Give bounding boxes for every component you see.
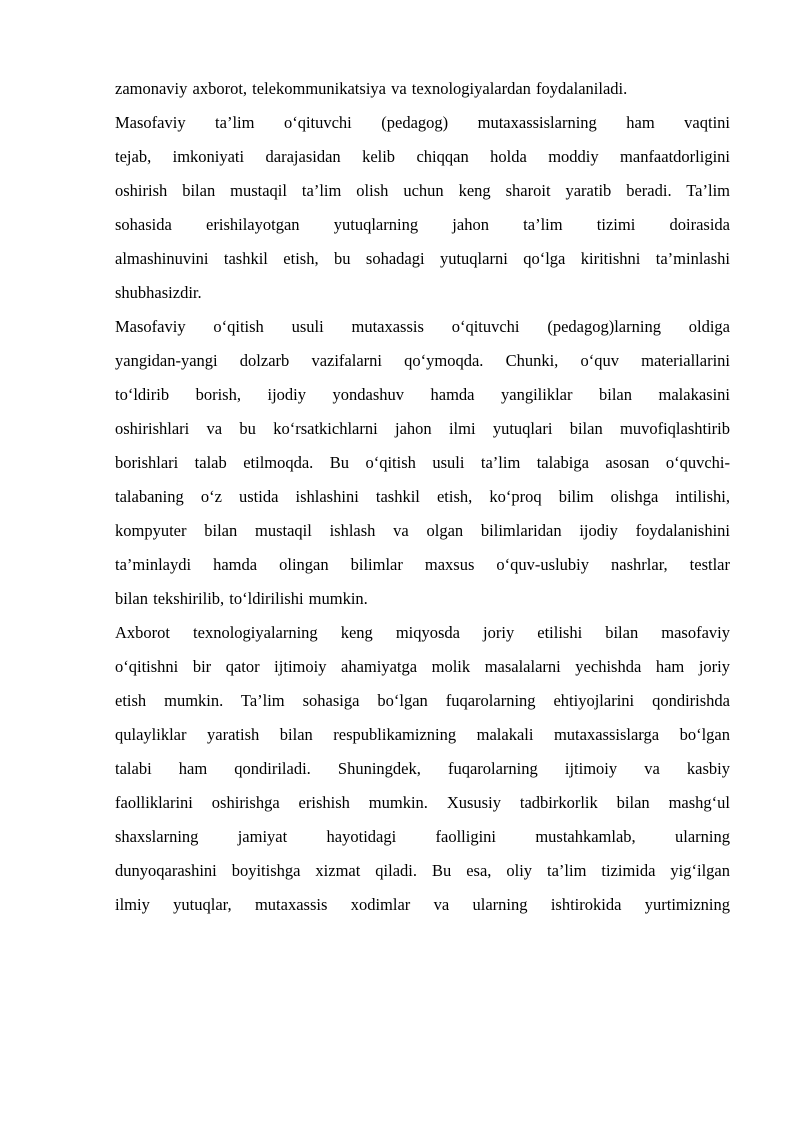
text-line: kompyuter bilan mustaqil ishlash va olgan bilimlaridan ijodiy foydalanishini bbox=[115, 521, 730, 540]
text-line: etish mumkin. Ta’lim sohasiga bo‘lgan fuqarolarning ehtiyojlarini qondirishda bbox=[115, 691, 730, 710]
text-line: borishlari talab etilmoqda. Bu o‘qitish usuli ta’lim talabiga asosan o‘quvchi- bbox=[115, 453, 730, 472]
text-line: zamonaviy axborot, telekommunikatsiya va texnologiyalardan foydalaniladi. bbox=[115, 79, 628, 98]
text-line: dunyoqarashini boyitishga xizmat qiladi. Bu esa, oliy ta’lim tizimida yig‘ilgan bbox=[115, 861, 730, 880]
text-line: shaxslarning jamiyat hayotidagi faolligini mustahkamlab, ularning bbox=[115, 827, 730, 846]
text-line: ilmiy yutuqlar, mutaxassis xodimlar va ularning ishtirokida yurtimizning bbox=[115, 895, 730, 914]
text-line: talabaning o‘z ustida ishlashini tashkil etish, ko‘proq bilim olishga intilishi, bbox=[115, 487, 730, 506]
text-line: bilan tekshirilib, to‘ldirilishi mumkin. bbox=[115, 589, 368, 608]
text-line: o‘qitishni bir qator ijtimoiy ahamiyatga molik masalalarni yechishda ham joriy bbox=[115, 657, 730, 676]
text-line: talabi ham qondiriladi. Shuningdek, fuqarolarning ijtimoiy va kasbiy bbox=[115, 759, 730, 778]
text-line: shubhasizdir. bbox=[115, 283, 202, 302]
text-line: yangidan-yangi dolzarb vazifalarni qo‘ymoqda. Chunki, o‘quv materiallarini bbox=[115, 351, 730, 370]
text-line: Masofaviy o‘qitish usuli mutaxassis o‘qituvchi (pedagog)larning oldiga bbox=[115, 317, 730, 336]
text-line: oshirish bilan mustaqil ta’lim olish uchun keng sharoit yaratib beradi. Ta’lim bbox=[115, 181, 730, 200]
text-line: oshirishlari va bu ko‘rsatkichlarni jahon ilmi yutuqlari bilan muvofiqlashtirib bbox=[115, 419, 730, 438]
text-line: Masofaviy ta’lim o‘qituvchi (pedagog) mutaxassislarning ham vaqtini bbox=[115, 113, 730, 132]
text-line: almashinuvini tashkil etish, bu sohadagi yutuqlarni qo‘lga kiritishni ta’minlashi bbox=[115, 249, 730, 268]
body-text bbox=[115, 72, 730, 922]
text-line: qulayliklar yaratish bilan respublikamizning malakali mutaxassislarga bo‘lgan bbox=[115, 725, 730, 744]
text-line: sohasida erishilayotgan yutuqlarning jahon ta’lim tizimi doirasida bbox=[115, 215, 730, 234]
text-line: to‘ldirib borish, ijodiy yondashuv hamda yangiliklar bilan malakasini bbox=[115, 385, 730, 404]
text-line: ta’minlaydi hamda olingan bilimlar maxsus o‘quv-uslubiy nashrlar, testlar bbox=[115, 555, 730, 574]
text-line: faolliklarini oshirishga erishish mumkin. Xususiy tadbirkorlik bilan mashg‘ul bbox=[115, 793, 730, 812]
text-line: tejab, imkoniyati darajasidan kelib chiqqan holda moddiy manfaatdorligini bbox=[115, 147, 730, 166]
text-line: Axborot texnologiyalarning keng miqyosda joriy etilishi bilan masofaviy bbox=[115, 623, 730, 642]
